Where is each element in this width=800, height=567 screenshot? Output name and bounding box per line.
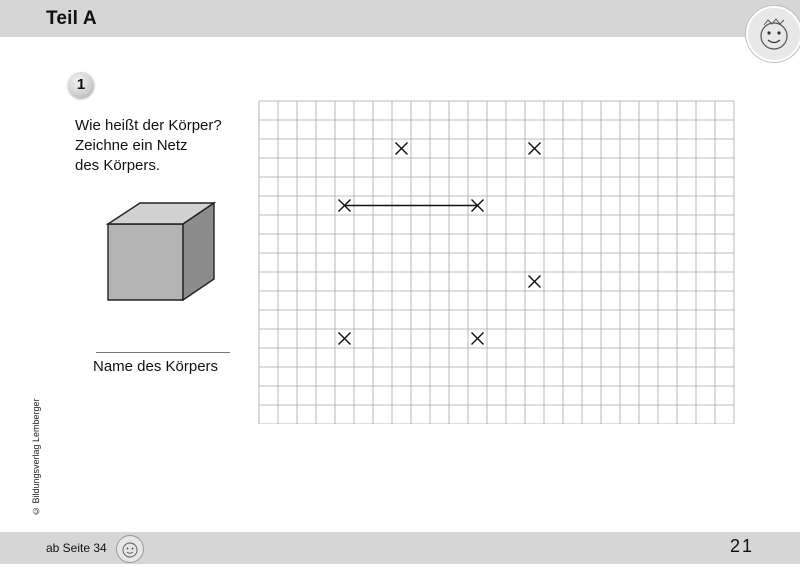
page-reference: ab Seite 34 bbox=[46, 541, 107, 555]
mascot-badge-icon bbox=[116, 535, 144, 563]
answer-label: Name des Körpers bbox=[93, 358, 219, 375]
cross-mark-icon bbox=[339, 333, 351, 345]
page-number: 21 bbox=[730, 536, 755, 556]
drawing-grid[interactable] bbox=[258, 100, 736, 424]
question-line-2: Zeichne ein Netz bbox=[75, 137, 188, 154]
answer-line[interactable] bbox=[96, 352, 230, 353]
copyright-notice: © Bildungsverlag Lemberger bbox=[31, 398, 41, 516]
cross-mark-icon bbox=[472, 333, 484, 345]
cube-front-face bbox=[108, 224, 183, 300]
cube-illustration bbox=[100, 196, 220, 306]
task-number-badge: 1 bbox=[68, 72, 94, 98]
task-question bbox=[75, 116, 222, 176]
page-title: Teil A bbox=[46, 8, 97, 29]
question-line-1: Wie heißt der Körper? bbox=[75, 117, 222, 134]
cross-mark-icon bbox=[529, 143, 541, 155]
cross-mark-icon bbox=[529, 276, 541, 288]
question-line-3: des Körpers. bbox=[75, 157, 161, 174]
cross-mark-icon bbox=[396, 143, 408, 155]
header-bar bbox=[0, 0, 800, 37]
mascot-badge-icon bbox=[746, 6, 800, 62]
